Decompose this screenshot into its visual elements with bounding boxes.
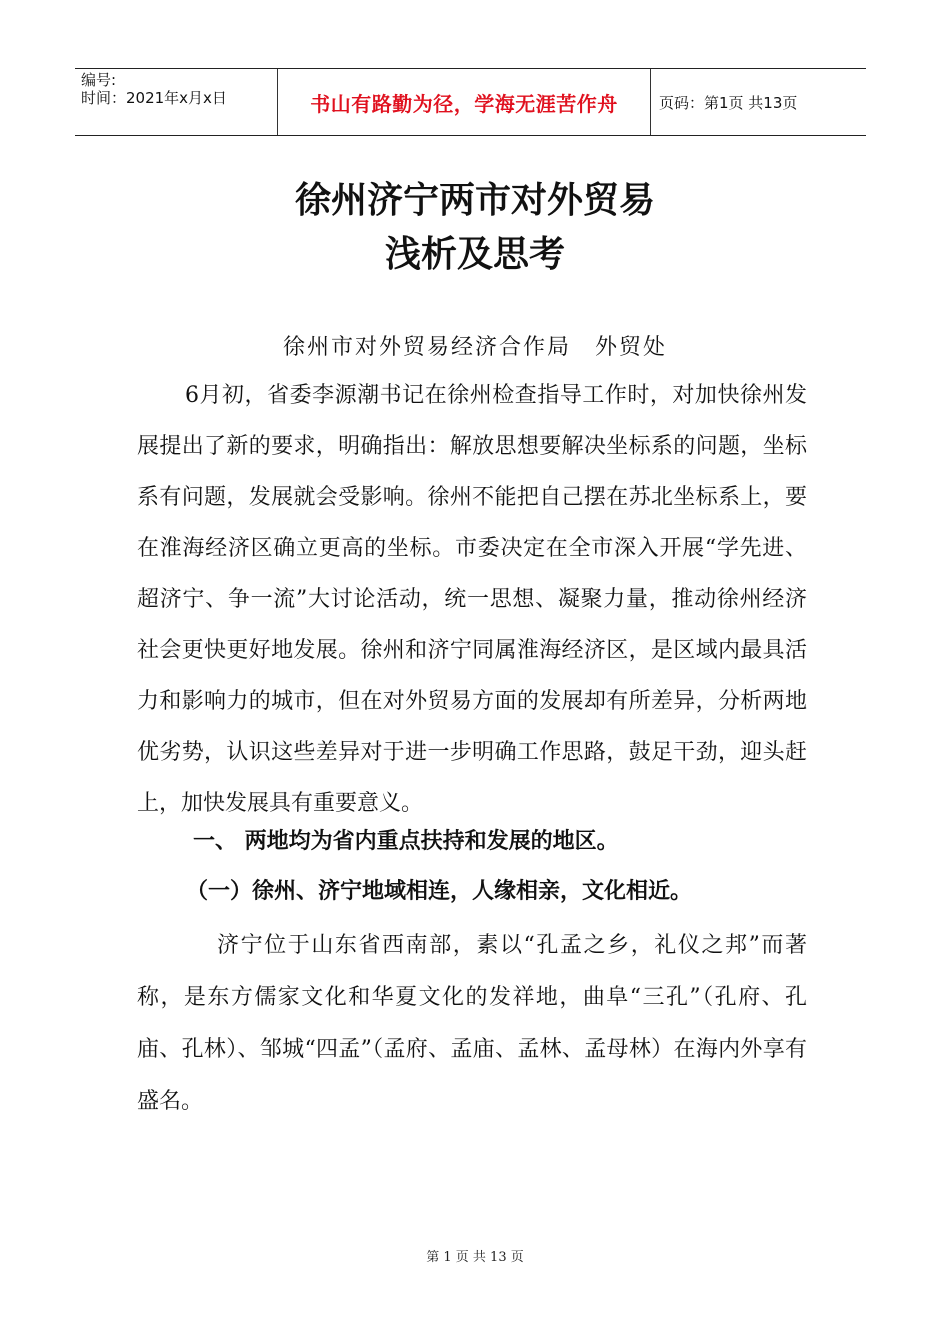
page-info: 页码：第1页 共13页 [659,93,798,112]
page-footer: 第 1 页 共 13 页 [426,1250,524,1265]
body-paragraph-2: 济宁位于山东省西南部，素以“孔孟之乡，礼仪之邦”而著称，是东方儒家文化和华夏文化的发祥地，曲阜“三孔”（孔府、孔庙、孔林）、邹城“四孟”（孟府、孟庙、孟林、孟母林）在海内外享有盛名。 [137,933,807,1114]
author-line: 徐州市对外贸易经济合作局 外贸处 [282,335,667,360]
time-label: 时间：2021年x月x日 [81,89,227,107]
document-title-line1: 徐州济宁两市对外贸易 [294,180,655,221]
header-page-info-cell [651,69,866,135]
page-header [75,68,866,136]
header-motto-cell [277,69,651,135]
motto-text: 书山有路勤为径，学海无涯苦作舟 [310,91,618,116]
body-paragraph-1: 6月初，省委李源潮书记在徐州检查指导工作时，对加快徐州发展提出了新的要求，明确指出：解放思想要解决坐标系的问题，坐标系有问题，发展就会受影响。徐州不能把自己摆在苏北坐标系上，要在淮海经济区确立更高的坐标。市委决定在全市深入开展“学先进、超济宁、争一流”大讨论活动，统一思想、凝聚力量，推动徐州经济社会更快更好地发展。徐州和济宁同属淮海经济区，是区域内最具活力和影响力的城市，但在对外贸易方面的发展却有所差异，分析两地优劣势，认识这些差异对于进一步明确工作思路，鼓足干劲，迎头赶上，加快发展具有重要意义。 [137,383,807,816]
number-label: 编号: [81,71,117,89]
section-heading-1: 一、 两地均为省内重点扶持和发展的地区。 [193,829,619,854]
header-meta [75,69,277,135]
document-title-line2: 浅析及思考 [384,234,565,275]
subsection-heading-1: （一）徐州、济宁地域相连，人缘相亲，文化相近。 [186,879,693,904]
